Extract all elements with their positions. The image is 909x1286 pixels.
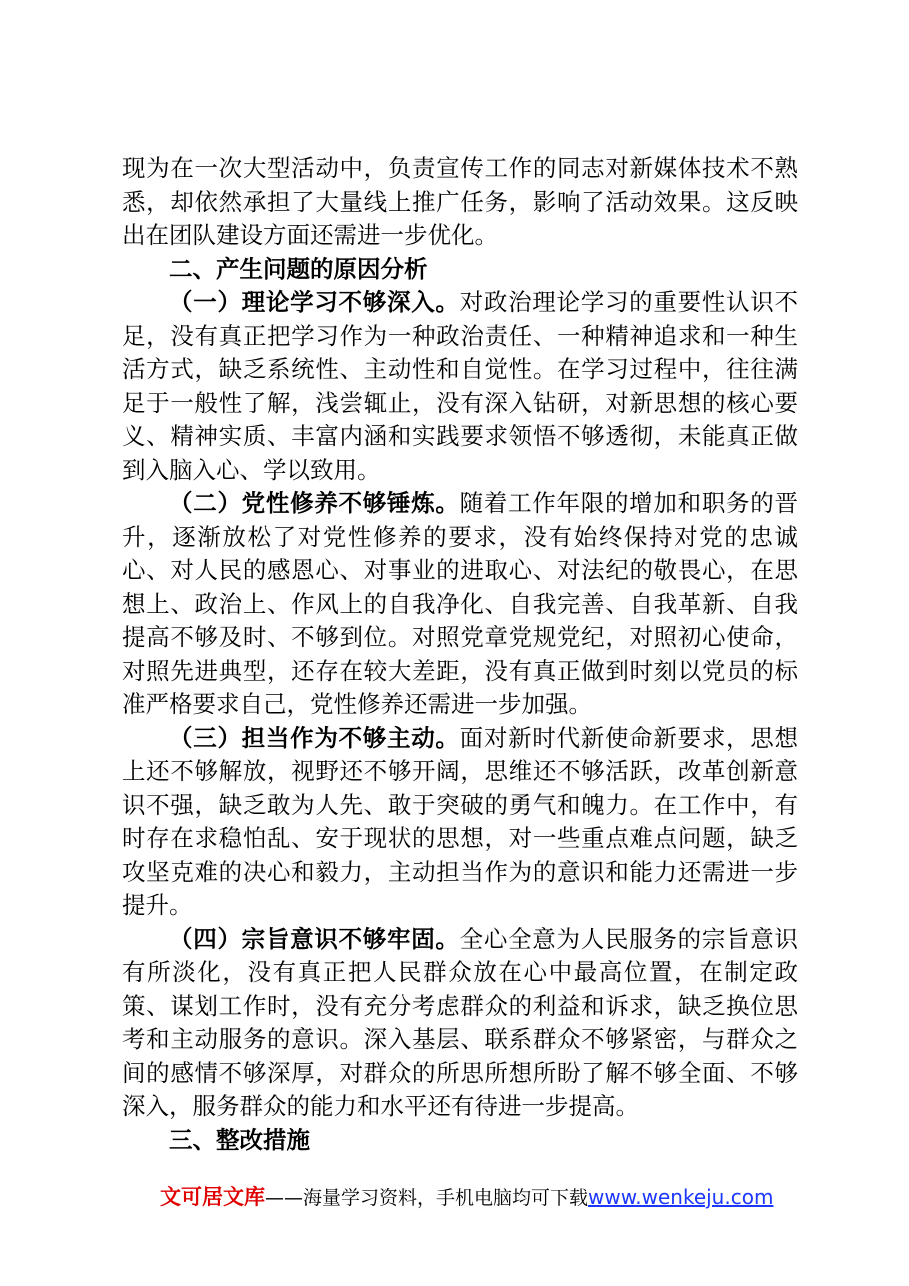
section-heading-measures: 三、整改措施	[169, 1125, 310, 1154]
cause-title-1: （一）理论学习不够深入。	[169, 288, 460, 316]
cause-paragraph-4	[122, 923, 798, 1124]
cause-title-3: （三）担当作为不够主动。	[169, 723, 460, 752]
cause-paragraph-2	[122, 487, 798, 722]
cause-body-4: 全心全意为人民服务的宗旨意识有所淡化，没有真正把人民群众放在心中最高位置，在制定政策、谋划工作时，没有充分考虑群众的利益和诉求，缺乏换位思考和主动服务的意识。深入基层、联系群众不够紧密，与群众之间的感情不够深厚，对群众的所思所想所盼了解不够全面、不够深入，服务群众的能力和水平还有待进一步提高。	[122, 924, 799, 1120]
section-heading-causes: 二、产生问题的原因分析	[169, 254, 428, 283]
cause-title-4: （四）宗旨意识不够牢固。	[169, 924, 460, 953]
footer-brand: 文可居文库	[160, 1185, 265, 1209]
footer-banner	[160, 1181, 780, 1213]
footer-slogan: ——海量学习资料，手机电脑均可下载	[265, 1187, 589, 1209]
cause-paragraph-3	[122, 722, 798, 923]
cause-body-3: 面对新时代新使命新要求，思想上还不够解放，视野还不够开阔，思维还不够活跃，改革创新意识不强，缺乏敢为人先、敢于突破的勇气和魄力。在工作中，有时存在求稳怕乱、安于现状的思想，对一些重点难点问题，缺乏攻坚克难的决心和毅力，主动担当作为的意识和能力还需进一步提升。	[122, 723, 799, 919]
cause-body-1: 对政治理论学习的重要性认识不足，没有真正把学习作为一种政治责任、一种精神追求和一种生活方式，缺乏系统性、主动性和自觉性。在学习过程中，往往满足于一般性了解，浅尝辄止，没有深入钻研，对新思想的核心要义、精神实质、丰富内涵和实践要求领悟不够透彻，未能真正做到入脑入心、学以致用。	[122, 288, 799, 484]
intro-paragraph: 现为在一次大型活动中，负责宣传工作的同志对新媒体技术不熟悉，却依然承担了大量线上推广任务，影响了活动效果。这反映出在团队建设方面还需进一步优化。	[122, 154, 798, 249]
cause-title-2: （二）党性修养不够锤炼。	[169, 489, 460, 517]
cause-paragraph-1	[122, 286, 798, 487]
footer-site-link[interactable]: www.wenkeju.com	[588, 1185, 774, 1209]
cause-body-2: 随着工作年限的增加和职务的晋升，逐渐放松了对党性修养的要求，没有始终保持对党的忠诚心、对人民的感恩心、对事业的进取心、对法纪的敬畏心，在思想上、政治上、作风上的自我净化、自我完善、自我革新、自我提高不够及时、不够到位。对照党章党规党纪，对照初心使命，对照先进典型，还存在较大差距，没有真正做到时刻以党员的标准严格要求自己，党性修养还需进一步加强。	[122, 489, 799, 718]
document-body	[122, 152, 798, 1157]
